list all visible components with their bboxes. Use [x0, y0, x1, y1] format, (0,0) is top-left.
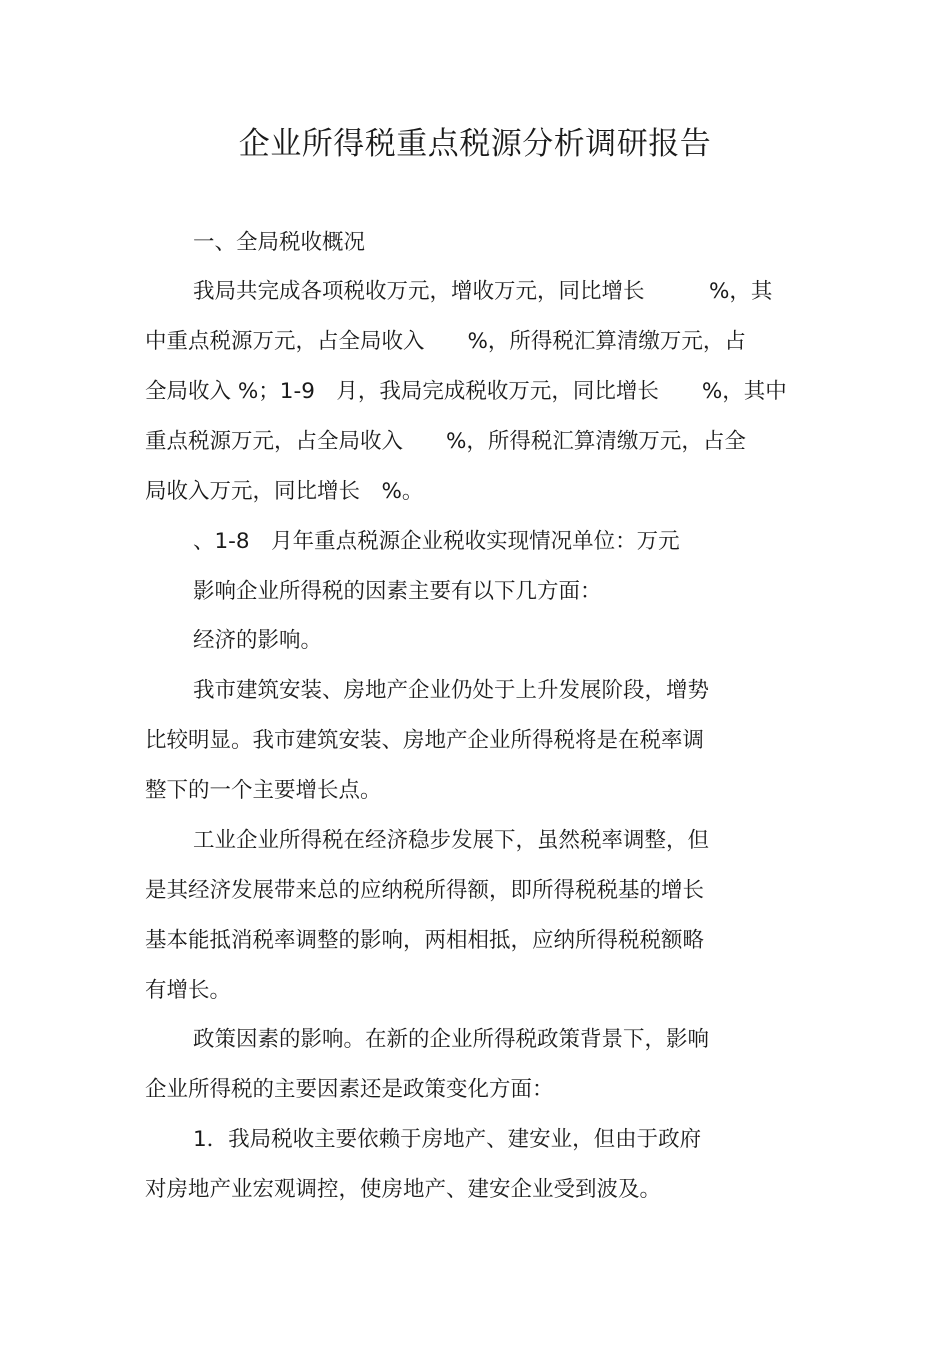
- paragraph-line: 是其经济发展带来总的应纳税所得额，即所得税税基的增长: [145, 878, 705, 903]
- document-title: 企业所得税重点税源分析调研报告: [238, 126, 712, 162]
- paragraph-line: 企业所得税的主要因素还是政策变化方面：: [145, 1077, 554, 1102]
- paragraph-line: 我局共完成各项税收万元，增收万元，同比增长 %，其: [193, 279, 773, 304]
- paragraph-line: 全局收入 %；1-9 月，我局完成税收万元，同比增长 %，其中: [145, 379, 787, 404]
- paragraph-line: 对房地产业宏观调控，使房地产、建安企业受到波及。: [145, 1177, 662, 1202]
- paragraph-line: 中重点税源万元，占全局收入 %，所得税汇算清缴万元，占: [145, 329, 746, 354]
- paragraph-line: 有增长。: [145, 978, 232, 1003]
- paragraph-line: 整下的一个主要增长点。: [145, 778, 382, 803]
- paragraph-line: 经济的影响。: [193, 628, 323, 653]
- paragraph-line: 比较明显。我市建筑安装、房地产企业所得税将是在税率调: [145, 728, 705, 753]
- paragraph-line: 基本能抵消税率调整的影响，两相相抵，应纳所得税税额略: [145, 928, 705, 953]
- paragraph-line: 重点税源万元，占全局收入 %，所得税汇算清缴万元，占全: [145, 429, 746, 454]
- paragraph-line: 影响企业所得税的因素主要有以下几方面：: [193, 579, 602, 604]
- paragraph-line: 我市建筑安装、房地产企业仍处于上升发展阶段，增势: [193, 678, 710, 703]
- paragraph-line: 政策因素的影响。在新的企业所得税政策背景下，影响: [193, 1027, 710, 1052]
- paragraph-line: 局收入万元，同比增长 %。: [145, 479, 424, 504]
- paragraph-line: 1．我局税收主要依赖于房地产、建安业，但由于政府: [193, 1127, 702, 1152]
- section-heading: 一、全局税收概况: [193, 230, 366, 255]
- paragraph-line: 、1-8 月年重点税源企业税收实现情况单位：万元: [193, 529, 680, 554]
- paragraph-line: 工业企业所得税在经济稳步发展下，虽然税率调整，但: [193, 828, 710, 853]
